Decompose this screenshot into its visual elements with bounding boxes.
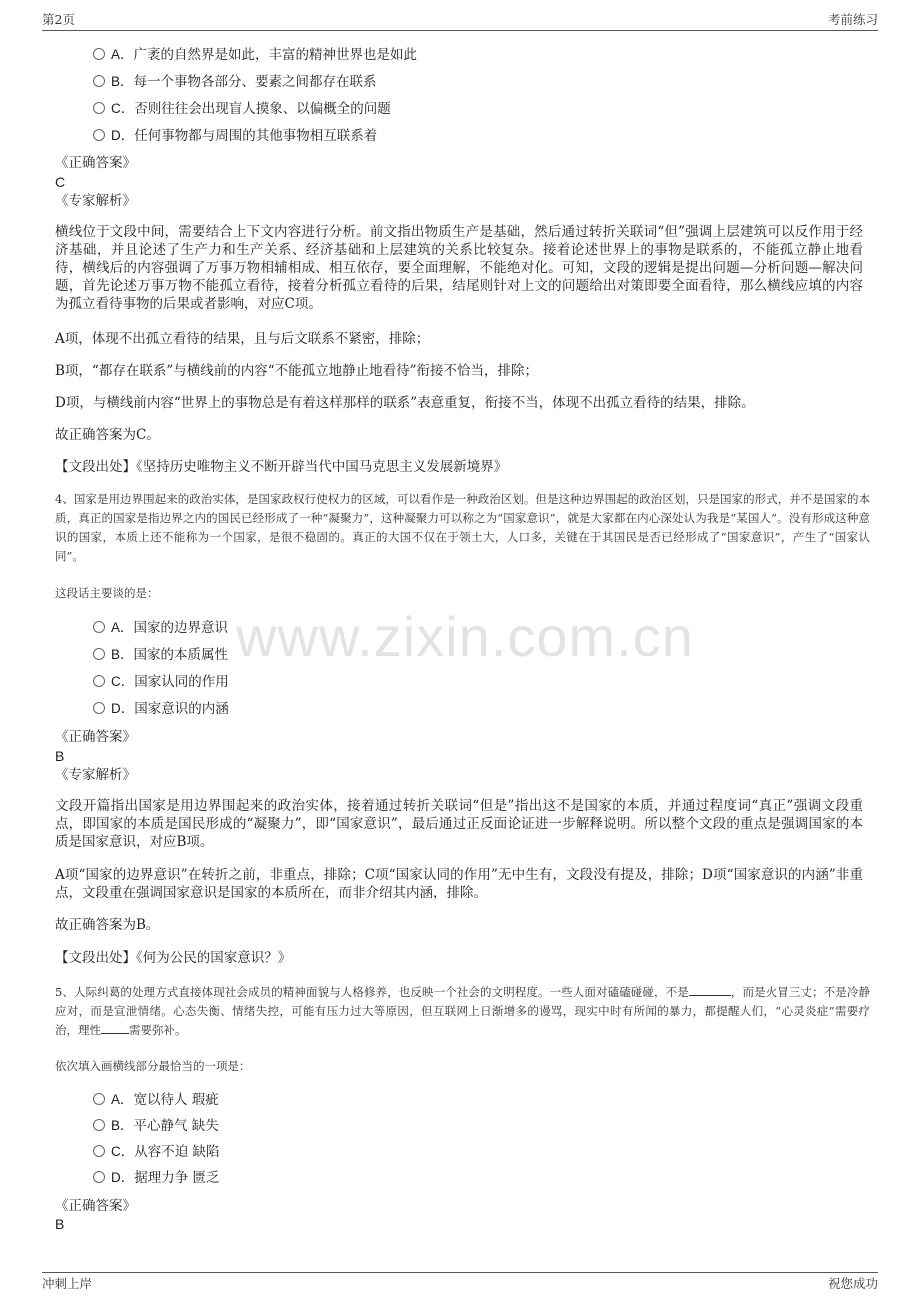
radio-icon[interactable] [93,648,105,660]
question-prompt: 依次填入画横线部分最恰当的一项是： [55,1059,251,1073]
watermark: www.zixin.com.cn [236,605,694,668]
q4-option-c[interactable]: C．国家认同的作用 [93,672,229,692]
question-stem: 4、国家是用边界围起来的政治实体，是国家政权行使权力的区域，可以看作是一种政治区划。但是这种边界围起的政治区划，只是国家的形式，并不是国家的本质，真正的国家是指边界之内的国民已经形成了一种“凝聚力”，这种凝聚力可以称之为“国家意识”，就是大家都在内心深处认为我是“某国人”。没有形成这种意识的国家，本质上还不能称为一个国家，是很不稳固的。真正的大国不仅在于领土大，人口多，关键在于其国民是否已经形成了“国家意识”，产生了“国家认同”。 [55,492,870,563]
q3-option-b[interactable]: B．每一个事物各部分、要素之间都存在联系 [93,72,377,92]
q4-option-d[interactable]: D．国家意识的内涵 [93,699,229,719]
question-stem: 5、人际纠葛的处理方式直接体现社会成员的精神面貌与人格修养，也反映一个社会的文明程度。一些人面对磕磕碰碰，不是 ，而是火冒三丈；不是冷静应对，而是宣泄情绪。心态失衡、情绪失控，可能有压力过大等原因，但互联网上日渐增多的谩骂，现实中时有所闻的暴力，都提醒人们，“心灵炎症”需要疗治，理性 需要弥补。 [55,985,871,1037]
q3-option-a[interactable]: A．广袤的自然界是如此，丰富的精神世界也是如此 [93,45,417,65]
q5-option-d[interactable]: D．据理力争 匮乏 [93,1168,220,1188]
answer-value: B [55,748,65,764]
answer-label: 《正确答案》 [55,1198,136,1214]
radio-icon[interactable] [93,48,105,60]
analysis-paragraph: 文段开篇指出国家是用边界围起来的政治实体，接着通过转折关联词“但是”指出这不是国家的本质，并通过程度词“真正”强调文段重点，即国家的本质是国民形成的“凝聚力”，即“国家意识”，最后通过正反面论证进一步解释说明。所以整个文段的重点是强调国家的本质是国家意识，对应B项。 [55,798,863,850]
analysis-paragraph: D项，与横线前内容“世界上的事物总是有着这样那样的联系”表意重复，衔接不当，体现不出孤立看待的结果，排除。 [55,395,755,411]
q3-option-d[interactable]: D．任何事物都与周围的其他事物相互联系着 [93,126,377,146]
q5-option-a[interactable]: A．宽以待人 瑕疵 [93,1090,219,1110]
radio-icon[interactable] [93,1145,105,1157]
fill-blank [101,1033,129,1034]
radio-icon[interactable] [93,129,105,141]
header-right-text: 考前练习 [827,12,878,27]
q4-option-a[interactable]: A．国家的边界意识 [93,618,228,638]
radio-icon[interactable] [93,75,105,87]
question-prompt: 这段话主要谈的是： [55,586,159,600]
q5-option-c[interactable]: C．从容不迫 缺陷 [93,1142,220,1162]
q3-option-c[interactable]: C．否则往往会出现盲人摸象、以偏概全的问题 [93,99,391,119]
radio-icon[interactable] [93,675,105,687]
radio-icon[interactable] [93,1171,105,1183]
answer-value: C [55,174,66,190]
source-citation: 【文段出处】《何为公民的国家意识？》 [55,950,292,966]
analysis-label: 《专家解析》 [55,767,136,783]
radio-icon[interactable] [93,1093,105,1105]
analysis-paragraph: 故正确答案为C。 [55,427,160,443]
q5-option-b[interactable]: B．平心静气 缺失 [93,1116,219,1136]
footer-right-text: 祝您成功 [827,1276,878,1291]
radio-icon[interactable] [93,102,105,114]
analysis-paragraph: A项，体现不出孤立看待的结果，且与后文联系不紧密，排除； [55,331,430,347]
fill-blank [689,995,731,996]
page-number: 第2页 [42,12,75,27]
radio-icon[interactable] [93,621,105,633]
analysis-paragraph: 故正确答案为B。 [55,917,160,933]
answer-label: 《正确答案》 [55,729,136,745]
analysis-label: 《专家解析》 [55,193,136,209]
answer-label: 《正确答案》 [55,155,136,171]
page-header [42,10,878,31]
analysis-paragraph: B项，“都存在联系”与横线前的内容“不能孤立地静止地看待”衔接不恰当，排除； [55,363,539,379]
radio-icon[interactable] [93,1119,105,1131]
page-footer [42,1272,878,1294]
q4-option-b[interactable]: B．国家的本质属性 [93,645,228,665]
answer-value: B [55,1216,65,1232]
source-citation: 【文段出处】《坚持历史唯物主义不断开辟当代中国马克思主义发展新境界》 [55,459,508,475]
radio-icon[interactable] [93,702,105,714]
footer-left-text: 冲刺上岸 [42,1276,93,1291]
analysis-paragraph: A项“国家的边界意识”在转折之前，非重点，排除；C项“国家认同的作用”无中生有，文段没有提及，排除；D项“国家意识的内涵”非重点，文段重在强调国家意识是国家的本质所在，而非介绍其内涵，排除。 [55,867,863,901]
analysis-paragraph: 横线位于文段中间，需要结合上下文内容进行分析。前文指出物质生产是基础，然后通过转折关联词“但”强调上层建筑可以反作用于经济基础，并且论述了生产力和生产关系、经济基础和上层建筑的关系比较复杂。接着论述世界上的事物是联系的，不能孤立静止地看待，横线后的内容强调了万事万物相辅相成、相互依存，要全面理解，不能绝对化。可知，文段的逻辑是提出问题—分析问题—解决问题，首先论述万事万物不能孤立看待，接着分析孤立看待的后果，结尾则针对上文的问题给出对策即要全面看待，那么横线应填的内容为孤立看待事物的后果或者影响，对应C项。 [55,224,863,312]
